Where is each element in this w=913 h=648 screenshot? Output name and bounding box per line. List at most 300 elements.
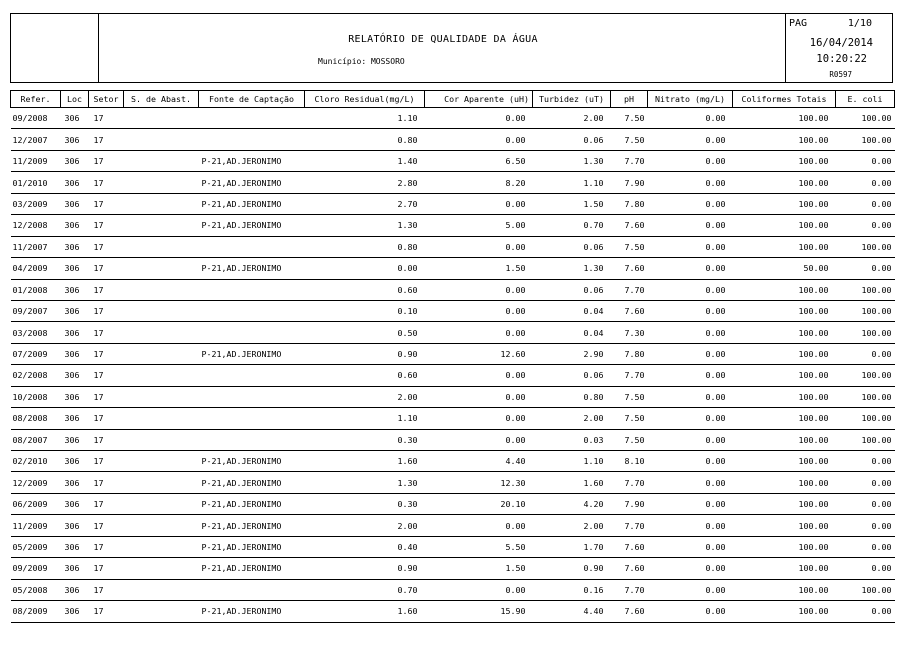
cell-refer: 07/2009	[11, 343, 61, 364]
cell-ph: 7.50	[611, 129, 648, 150]
cell-setor: 17	[89, 536, 124, 557]
cell-coliformes: 50.00	[733, 258, 836, 279]
cell-setor: 17	[89, 515, 124, 536]
cell-fonte: P-21,AD.JERONIMO	[199, 343, 305, 364]
cell-ph: 7.70	[611, 579, 648, 600]
cell-nitrato: 0.00	[648, 172, 733, 193]
cell-loc: 306	[61, 408, 89, 429]
cell-ph: 7.50	[611, 408, 648, 429]
cell-loc: 306	[61, 536, 89, 557]
report-time: 10:20:22	[816, 53, 867, 65]
cell-fonte	[199, 279, 305, 300]
cell-setor: 17	[89, 193, 124, 214]
cell-refer: 08/2009	[11, 601, 61, 622]
cell-turbidez: 0.70	[533, 215, 611, 236]
cell-coliformes: 100.00	[733, 300, 836, 321]
cell-coliformes: 100.00	[733, 386, 836, 407]
cell-loc: 306	[61, 215, 89, 236]
cell-ph: 7.30	[611, 322, 648, 343]
col-header-turbidez: Turbidez (uT)	[533, 91, 611, 108]
cell-fonte	[199, 386, 305, 407]
cell-setor: 17	[89, 451, 124, 472]
cell-ecoli: 100.00	[836, 408, 895, 429]
cell-coliformes: 100.00	[733, 172, 836, 193]
table-row	[11, 236, 895, 257]
cell-ecoli: 100.00	[836, 300, 895, 321]
cell-setor: 17	[89, 493, 124, 514]
cell-abast	[124, 129, 199, 150]
cell-setor: 17	[89, 601, 124, 622]
cell-setor: 17	[89, 408, 124, 429]
cell-fonte: P-21,AD.JERONIMO	[199, 472, 305, 493]
cell-refer: 11/2009	[11, 150, 61, 171]
cell-turbidez: 2.00	[533, 408, 611, 429]
cell-loc: 306	[61, 300, 89, 321]
cell-setor: 17	[89, 258, 124, 279]
cell-nitrato: 0.00	[648, 279, 733, 300]
col-header-refer: Refer.	[11, 91, 61, 108]
col-header-setor: Setor	[89, 91, 124, 108]
cell-refer: 12/2007	[11, 129, 61, 150]
cell-cor: 0.00	[425, 193, 533, 214]
cell-abast	[124, 493, 199, 514]
cell-turbidez: 1.60	[533, 472, 611, 493]
cell-abast	[124, 193, 199, 214]
cell-abast	[124, 536, 199, 557]
cell-coliformes: 100.00	[733, 601, 836, 622]
cell-ph: 7.50	[611, 429, 648, 450]
cell-coliformes: 100.00	[733, 236, 836, 257]
cell-nitrato: 0.00	[648, 493, 733, 514]
cell-ph: 7.90	[611, 493, 648, 514]
cell-turbidez: 0.04	[533, 322, 611, 343]
cell-refer: 08/2008	[11, 408, 61, 429]
cell-abast	[124, 172, 199, 193]
cell-ph: 7.60	[611, 601, 648, 622]
cell-ecoli: 100.00	[836, 429, 895, 450]
cell-ph: 7.50	[611, 108, 648, 129]
cell-cloro: 0.10	[305, 300, 425, 321]
cell-nitrato: 0.00	[648, 601, 733, 622]
cell-fonte: P-21,AD.JERONIMO	[199, 493, 305, 514]
cell-turbidez: 0.80	[533, 386, 611, 407]
cell-nitrato: 0.00	[648, 193, 733, 214]
cell-cor: 0.00	[425, 515, 533, 536]
cell-setor: 17	[89, 172, 124, 193]
cell-loc: 306	[61, 515, 89, 536]
table-row	[11, 129, 895, 150]
cell-cor: 5.00	[425, 215, 533, 236]
cell-ph: 7.90	[611, 172, 648, 193]
cell-ph: 7.70	[611, 472, 648, 493]
cell-cor: 0.00	[425, 279, 533, 300]
cell-cloro: 1.40	[305, 150, 425, 171]
cell-ph: 8.10	[611, 451, 648, 472]
cell-turbidez: 0.16	[533, 579, 611, 600]
cell-coliformes: 100.00	[733, 451, 836, 472]
cell-nitrato: 0.00	[648, 558, 733, 579]
cell-cor: 0.00	[425, 365, 533, 386]
cell-nitrato: 0.00	[648, 322, 733, 343]
cell-cloro: 0.50	[305, 322, 425, 343]
col-header-ecoli: E. coli	[836, 91, 895, 108]
logo-area	[11, 14, 99, 82]
cell-abast	[124, 365, 199, 386]
cell-setor: 17	[89, 300, 124, 321]
cell-abast	[124, 558, 199, 579]
cell-setor: 17	[89, 472, 124, 493]
cell-ecoli: 0.00	[836, 343, 895, 364]
table-row	[11, 601, 895, 622]
cell-fonte: P-21,AD.JERONIMO	[199, 215, 305, 236]
cell-turbidez: 1.10	[533, 451, 611, 472]
cell-ecoli: 0.00	[836, 601, 895, 622]
cell-turbidez: 1.10	[533, 172, 611, 193]
report-header	[10, 13, 893, 83]
table-row	[11, 493, 895, 514]
cell-cor: 12.60	[425, 343, 533, 364]
cell-setor: 17	[89, 279, 124, 300]
municipio-label: Município: MOSSORO	[318, 57, 405, 66]
cell-refer: 02/2008	[11, 365, 61, 386]
cell-ph: 7.60	[611, 558, 648, 579]
cell-turbidez: 0.90	[533, 558, 611, 579]
table-row	[11, 172, 895, 193]
cell-cloro: 2.00	[305, 386, 425, 407]
cell-cloro: 0.80	[305, 236, 425, 257]
cell-ph: 7.60	[611, 300, 648, 321]
cell-fonte: P-21,AD.JERONIMO	[199, 601, 305, 622]
cell-cloro: 1.60	[305, 451, 425, 472]
cell-refer: 11/2009	[11, 515, 61, 536]
cell-ph: 7.70	[611, 150, 648, 171]
cell-loc: 306	[61, 236, 89, 257]
table-row	[11, 386, 895, 407]
cell-cor: 8.20	[425, 172, 533, 193]
cell-nitrato: 0.00	[648, 343, 733, 364]
cell-setor: 17	[89, 215, 124, 236]
table-row	[11, 451, 895, 472]
cell-loc: 306	[61, 343, 89, 364]
cell-nitrato: 0.00	[648, 386, 733, 407]
cell-refer: 12/2008	[11, 215, 61, 236]
cell-turbidez: 4.20	[533, 493, 611, 514]
table-row	[11, 258, 895, 279]
cell-coliformes: 100.00	[733, 193, 836, 214]
cell-turbidez: 0.04	[533, 300, 611, 321]
cell-ecoli: 100.00	[836, 129, 895, 150]
col-header-cloro: Cloro Residual(mg/L)	[305, 91, 425, 108]
cell-setor: 17	[89, 322, 124, 343]
cell-cloro: 1.30	[305, 472, 425, 493]
cell-fonte	[199, 408, 305, 429]
table-row	[11, 536, 895, 557]
cell-cor: 0.00	[425, 408, 533, 429]
cell-cor: 4.40	[425, 451, 533, 472]
cell-cloro: 0.60	[305, 279, 425, 300]
cell-turbidez: 1.50	[533, 193, 611, 214]
cell-ecoli: 0.00	[836, 215, 895, 236]
cell-refer: 06/2009	[11, 493, 61, 514]
cell-loc: 306	[61, 279, 89, 300]
cell-ph: 7.60	[611, 215, 648, 236]
cell-nitrato: 0.00	[648, 536, 733, 557]
cell-turbidez: 2.90	[533, 343, 611, 364]
table-row	[11, 193, 895, 214]
cell-loc: 306	[61, 322, 89, 343]
cell-nitrato: 0.00	[648, 472, 733, 493]
cell-coliformes: 100.00	[733, 129, 836, 150]
cell-cloro: 0.00	[305, 258, 425, 279]
cell-cor: 0.00	[425, 300, 533, 321]
cell-loc: 306	[61, 108, 89, 129]
cell-refer: 12/2009	[11, 472, 61, 493]
cell-nitrato: 0.00	[648, 236, 733, 257]
cell-cloro: 0.60	[305, 365, 425, 386]
table-row	[11, 108, 895, 129]
cell-refer: 02/2010	[11, 451, 61, 472]
cell-nitrato: 0.00	[648, 300, 733, 321]
cell-loc: 306	[61, 601, 89, 622]
cell-loc: 306	[61, 493, 89, 514]
cell-fonte	[199, 300, 305, 321]
report-title: RELATÓRIO DE QUALIDADE DA ÁGUA	[348, 34, 538, 45]
cell-abast	[124, 579, 199, 600]
col-header-coliformes: Coliformes Totais	[733, 91, 836, 108]
cell-turbidez: 2.00	[533, 515, 611, 536]
cell-ecoli: 0.00	[836, 472, 895, 493]
cell-nitrato: 0.00	[648, 451, 733, 472]
cell-turbidez: 1.30	[533, 150, 611, 171]
col-header-loc: Loc	[61, 91, 89, 108]
cell-setor: 17	[89, 386, 124, 407]
cell-turbidez: 0.06	[533, 279, 611, 300]
cell-nitrato: 0.00	[648, 579, 733, 600]
cell-cor: 20.10	[425, 493, 533, 514]
table-header-row	[11, 91, 895, 108]
cell-coliformes: 100.00	[733, 558, 836, 579]
cell-fonte: P-21,AD.JERONIMO	[199, 172, 305, 193]
col-header-fonte: Fonte de Captação	[199, 91, 305, 108]
cell-loc: 306	[61, 429, 89, 450]
cell-fonte: P-21,AD.JERONIMO	[199, 558, 305, 579]
cell-ecoli: 0.00	[836, 515, 895, 536]
cell-turbidez: 1.70	[533, 536, 611, 557]
cell-setor: 17	[89, 558, 124, 579]
cell-turbidez: 1.30	[533, 258, 611, 279]
cell-ph: 7.70	[611, 279, 648, 300]
cell-abast	[124, 343, 199, 364]
cell-cor: 0.00	[425, 579, 533, 600]
cell-loc: 306	[61, 129, 89, 150]
cell-refer: 04/2009	[11, 258, 61, 279]
cell-nitrato: 0.00	[648, 429, 733, 450]
table-row	[11, 300, 895, 321]
cell-fonte: P-21,AD.JERONIMO	[199, 258, 305, 279]
cell-loc: 306	[61, 579, 89, 600]
cell-cloro: 0.30	[305, 429, 425, 450]
cell-nitrato: 0.00	[648, 258, 733, 279]
cell-fonte	[199, 236, 305, 257]
cell-loc: 306	[61, 258, 89, 279]
cell-coliformes: 100.00	[733, 429, 836, 450]
cell-coliformes: 100.00	[733, 215, 836, 236]
table-row	[11, 365, 895, 386]
cell-abast	[124, 386, 199, 407]
cell-cor: 0.00	[425, 429, 533, 450]
cell-refer: 01/2008	[11, 279, 61, 300]
cell-turbidez: 2.00	[533, 108, 611, 129]
table-row	[11, 429, 895, 450]
page-label: PAG	[789, 18, 808, 29]
cell-cor: 1.50	[425, 558, 533, 579]
cell-ph: 7.50	[611, 386, 648, 407]
cell-ph: 7.50	[611, 236, 648, 257]
table-row	[11, 472, 895, 493]
cell-fonte: P-21,AD.JERONIMO	[199, 150, 305, 171]
cell-refer: 01/2010	[11, 172, 61, 193]
page-number: 1/10	[847, 18, 872, 29]
cell-coliformes: 100.00	[733, 579, 836, 600]
cell-ecoli: 0.00	[836, 558, 895, 579]
cell-loc: 306	[61, 386, 89, 407]
cell-nitrato: 0.00	[648, 108, 733, 129]
cell-abast	[124, 429, 199, 450]
cell-loc: 306	[61, 472, 89, 493]
cell-fonte	[199, 365, 305, 386]
cell-refer: 03/2008	[11, 322, 61, 343]
cell-cor: 6.50	[425, 150, 533, 171]
cell-cor: 1.50	[425, 258, 533, 279]
cell-refer: 08/2007	[11, 429, 61, 450]
cell-ph: 7.70	[611, 365, 648, 386]
cell-cor: 0.00	[425, 236, 533, 257]
cell-refer: 11/2007	[11, 236, 61, 257]
cell-ecoli: 0.00	[836, 451, 895, 472]
cell-ph: 7.80	[611, 193, 648, 214]
cell-ecoli: 0.00	[836, 172, 895, 193]
cell-cor: 12.30	[425, 472, 533, 493]
table-row	[11, 408, 895, 429]
cell-ecoli: 100.00	[836, 365, 895, 386]
water-quality-table	[10, 90, 895, 623]
cell-refer: 09/2009	[11, 558, 61, 579]
cell-coliformes: 100.00	[733, 472, 836, 493]
table-row	[11, 579, 895, 600]
cell-nitrato: 0.00	[648, 365, 733, 386]
cell-loc: 306	[61, 172, 89, 193]
cell-cloro: 1.10	[305, 108, 425, 129]
cell-cloro: 1.30	[305, 215, 425, 236]
cell-coliformes: 100.00	[733, 515, 836, 536]
cell-refer: 09/2007	[11, 300, 61, 321]
col-header-nitrato: Nitrato (mg/L)	[648, 91, 733, 108]
cell-setor: 17	[89, 236, 124, 257]
cell-cor: 0.00	[425, 386, 533, 407]
cell-coliformes: 100.00	[733, 108, 836, 129]
cell-ecoli: 0.00	[836, 258, 895, 279]
cell-abast	[124, 601, 199, 622]
cell-abast	[124, 258, 199, 279]
cell-cloro: 0.90	[305, 558, 425, 579]
cell-coliformes: 100.00	[733, 150, 836, 171]
cell-abast	[124, 215, 199, 236]
cell-fonte	[199, 579, 305, 600]
cell-ecoli: 100.00	[836, 279, 895, 300]
table-row	[11, 558, 895, 579]
cell-cor: 0.00	[425, 108, 533, 129]
cell-loc: 306	[61, 558, 89, 579]
cell-coliformes: 100.00	[733, 365, 836, 386]
cell-loc: 306	[61, 365, 89, 386]
cell-fonte	[199, 129, 305, 150]
cell-ecoli: 0.00	[836, 193, 895, 214]
cell-ecoli: 0.00	[836, 493, 895, 514]
cell-abast	[124, 279, 199, 300]
cell-coliformes: 100.00	[733, 343, 836, 364]
cell-ecoli: 100.00	[836, 236, 895, 257]
cell-ph: 7.60	[611, 536, 648, 557]
cell-loc: 306	[61, 150, 89, 171]
cell-cloro: 0.40	[305, 536, 425, 557]
cell-abast	[124, 236, 199, 257]
cell-abast	[124, 515, 199, 536]
cell-turbidez: 0.03	[533, 429, 611, 450]
cell-abast	[124, 108, 199, 129]
cell-cloro: 2.80	[305, 172, 425, 193]
cell-refer: 05/2008	[11, 579, 61, 600]
cell-coliformes: 100.00	[733, 493, 836, 514]
cell-fonte	[199, 108, 305, 129]
cell-refer: 09/2008	[11, 108, 61, 129]
cell-ecoli: 0.00	[836, 150, 895, 171]
cell-ecoli: 100.00	[836, 322, 895, 343]
cell-cloro: 2.00	[305, 515, 425, 536]
cell-cloro: 1.10	[305, 408, 425, 429]
table-row	[11, 343, 895, 364]
table-row	[11, 515, 895, 536]
cell-cloro: 0.70	[305, 579, 425, 600]
cell-refer: 03/2009	[11, 193, 61, 214]
table-row	[11, 215, 895, 236]
cell-refer: 05/2009	[11, 536, 61, 557]
cell-nitrato: 0.00	[648, 129, 733, 150]
cell-setor: 17	[89, 129, 124, 150]
cell-cloro: 1.60	[305, 601, 425, 622]
cell-cor: 0.00	[425, 129, 533, 150]
table-row	[11, 322, 895, 343]
cell-fonte	[199, 322, 305, 343]
cell-coliformes: 100.00	[733, 536, 836, 557]
table-row	[11, 150, 895, 171]
cell-ph: 7.60	[611, 258, 648, 279]
cell-setor: 17	[89, 429, 124, 450]
cell-fonte: P-21,AD.JERONIMO	[199, 451, 305, 472]
cell-abast	[124, 150, 199, 171]
cell-setor: 17	[89, 343, 124, 364]
cell-ph: 7.70	[611, 515, 648, 536]
col-header-ph: pH	[611, 91, 648, 108]
cell-refer: 10/2008	[11, 386, 61, 407]
cell-fonte: P-21,AD.JERONIMO	[199, 515, 305, 536]
cell-turbidez: 4.40	[533, 601, 611, 622]
cell-coliformes: 100.00	[733, 322, 836, 343]
cell-coliformes: 100.00	[733, 279, 836, 300]
report-date: 16/04/2014	[809, 37, 873, 49]
report-code: R0597	[829, 70, 852, 79]
cell-nitrato: 0.00	[648, 150, 733, 171]
cell-abast	[124, 451, 199, 472]
